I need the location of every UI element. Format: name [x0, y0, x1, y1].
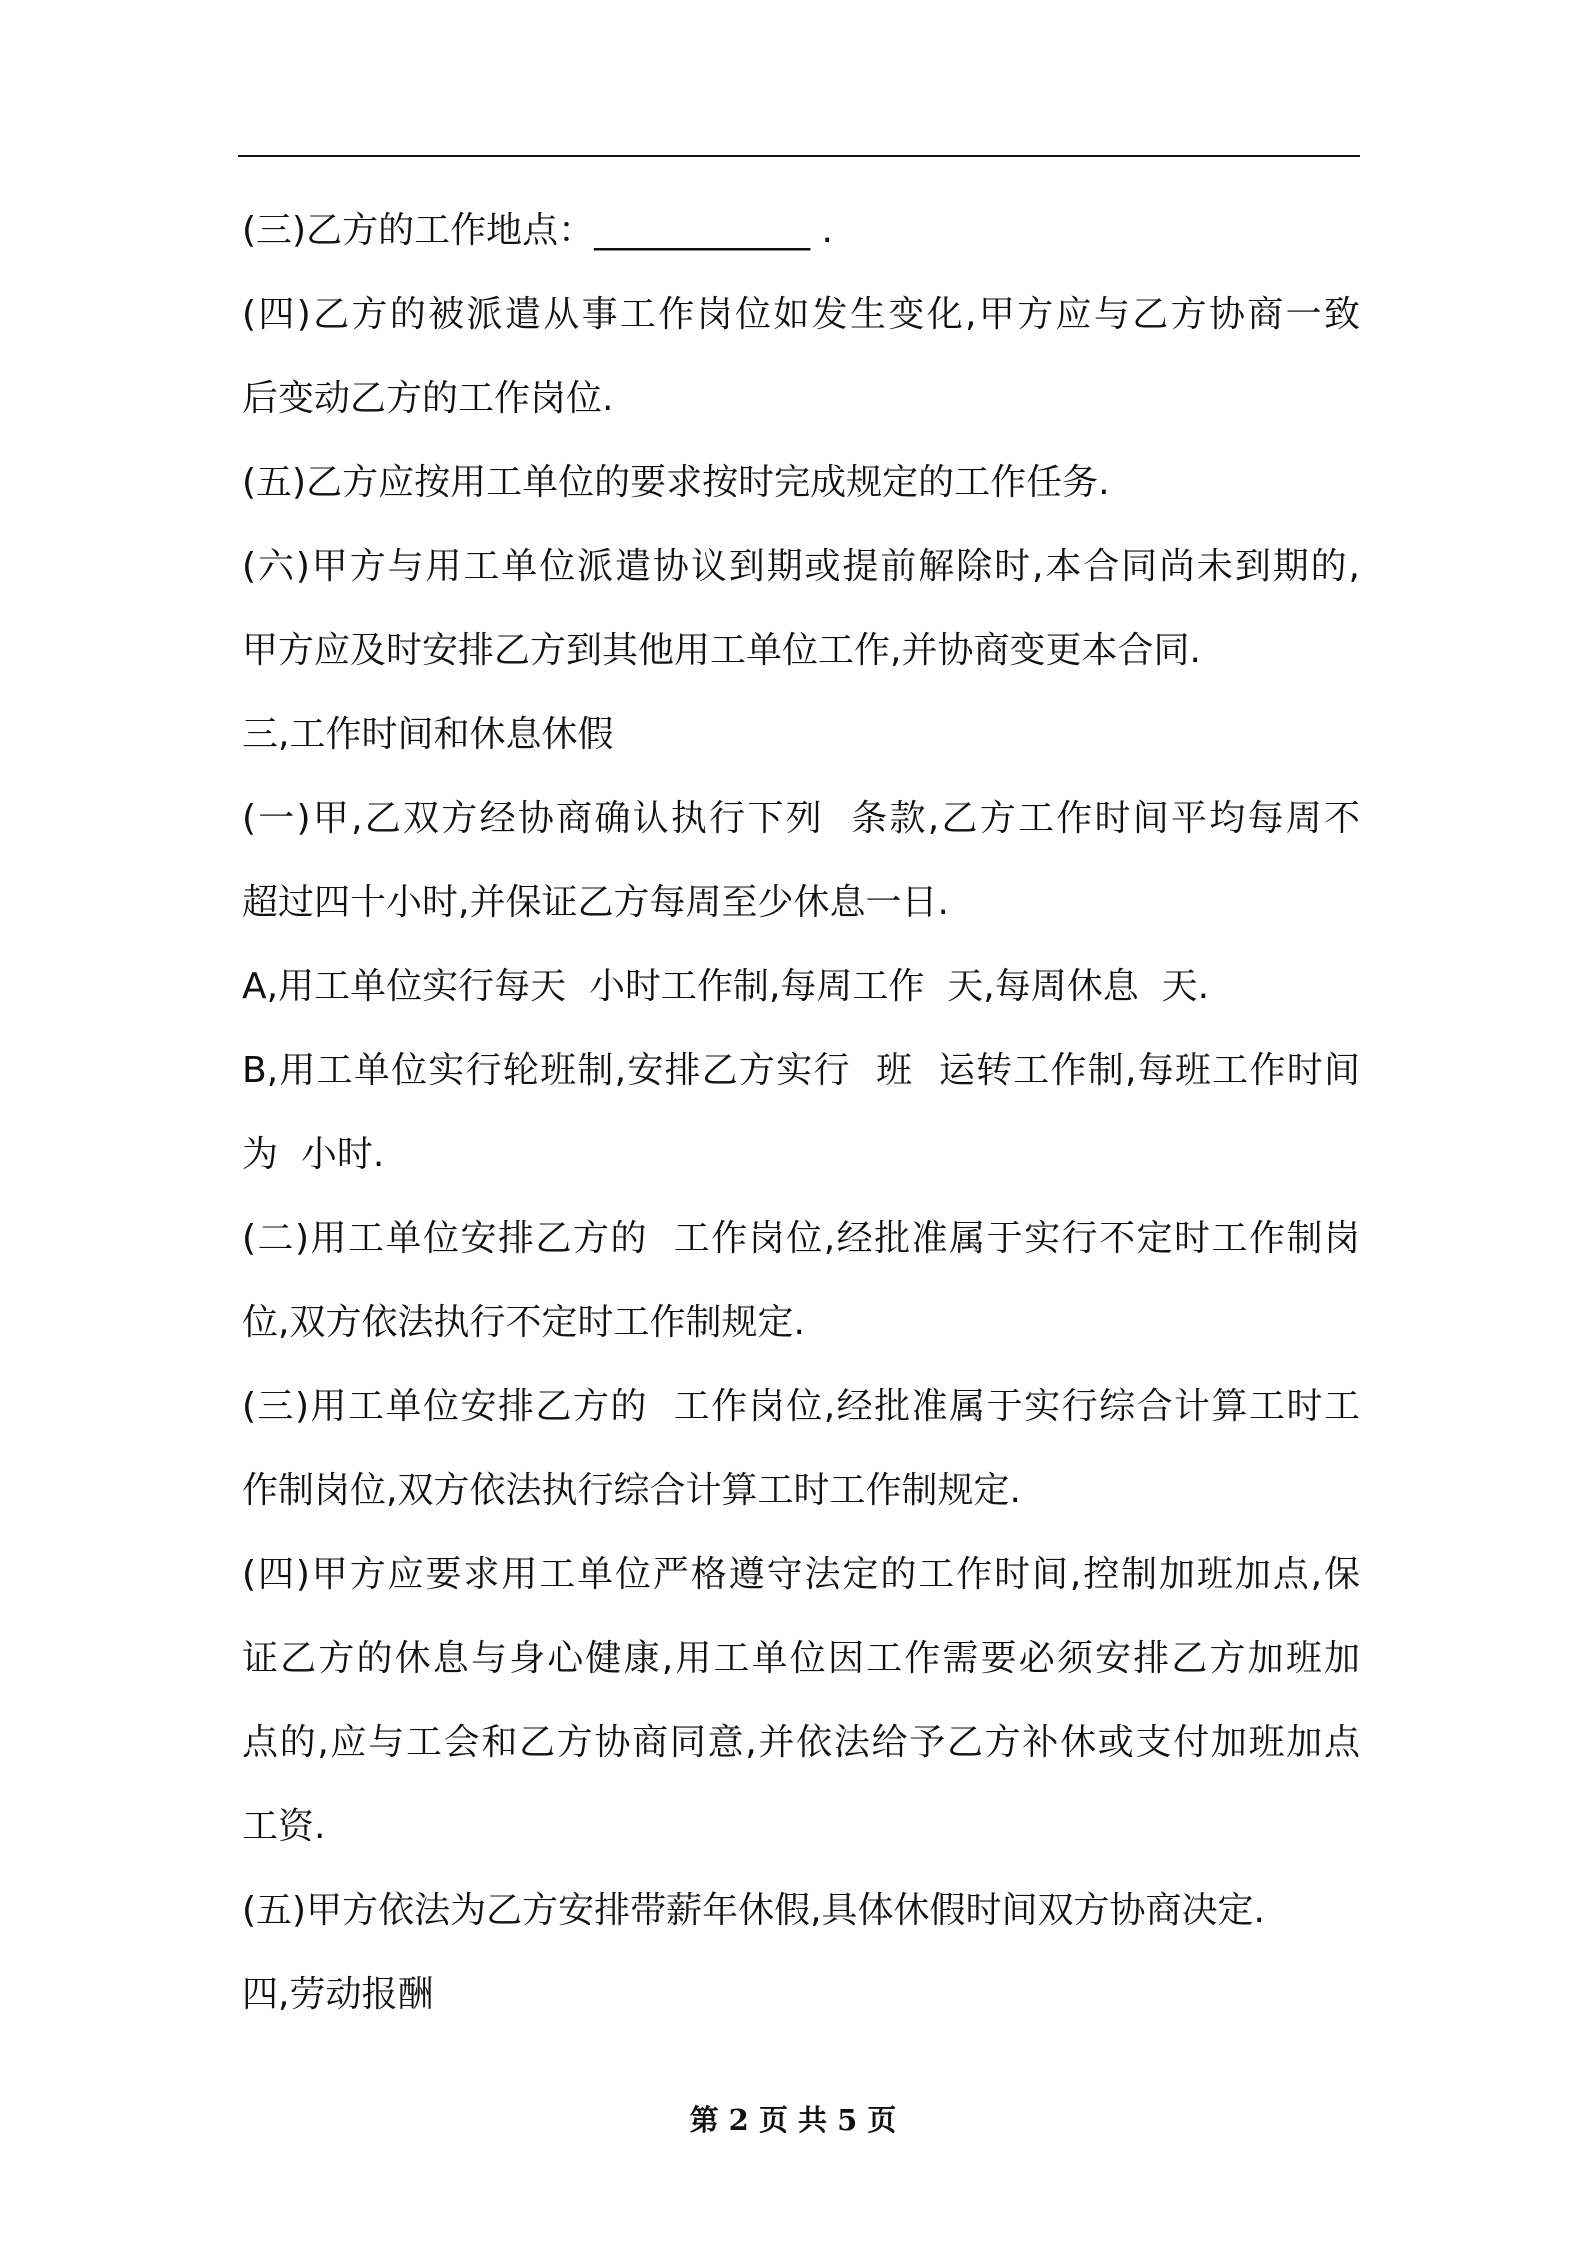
clause-position-change-cont: 后变动乙方的工作岗位. [242, 378, 614, 419]
clause-option-a: A,用工单位实行每天 小时工作制,每周工作 天,每周休息 天. [242, 966, 1210, 1007]
clause-annual-leave: (五)甲方依法为乙方安排带薪年休假,具体休假时间双方协商决定. [242, 1890, 1265, 1931]
clause-working-hours-1-cont: 超过四十小时,并保证乙方每周至少休息一日. [242, 882, 949, 923]
clause-working-hours-4: (四)甲方应要求用工单位严格遵守法定的工作时间,控制加班加点,保 [242, 1554, 1360, 1595]
header-rule [238, 155, 1360, 157]
clause-agreement-expiry: (六)甲方与用工单位派遣协议到期或提前解除时,本合同尚未到期的, [242, 546, 1360, 587]
clause-working-hours-1: (一)甲,乙双方经协商确认执行下列 条款,乙方工作时间平均每周不 [242, 798, 1360, 839]
clause-working-hours-2: (二)用工单位安排乙方的 工作岗位,经批准属于实行不定时工作制岗 [242, 1218, 1360, 1259]
section-heading-remuneration: 四,劳动报酬 [242, 1974, 434, 2015]
clause-work-tasks: (五)乙方应按用工单位的要求按时完成规定的工作任务. [242, 462, 1110, 503]
clause-working-hours-3: (三)用工单位安排乙方的 工作岗位,经批准属于实行综合计算工时工 [242, 1386, 1360, 1427]
section-heading-working-hours: 三,工作时间和休息休假 [242, 714, 614, 755]
clause-working-hours-3-cont: 作制岗位,双方依法执行综合计算工时工作制规定. [242, 1470, 1021, 1511]
document-body [242, 189, 1360, 2037]
clause-working-hours-4-cont-1: 证乙方的休息与身心健康,用工单位因工作需要必须安排乙方加班加 [242, 1638, 1360, 1679]
clause-agreement-expiry-cont: 甲方应及时安排乙方到其他用工单位工作,并协商变更本合同. [242, 630, 1201, 671]
clause-work-location: (三)乙方的工作地点：____________ . [242, 210, 833, 251]
clause-working-hours-2-cont: 位,双方依法执行不定时工作制规定. [242, 1302, 805, 1343]
clause-working-hours-4-cont-3: 工资. [242, 1806, 326, 1847]
clause-working-hours-4-cont-2: 点的,应与工会和乙方协商同意,并依法给予乙方补休或支付加班加点 [242, 1722, 1360, 1763]
clause-option-b-cont: 为 小时. [242, 1134, 385, 1175]
clause-option-b: B,用工单位实行轮班制,安排乙方实行 班 运转工作制,每班工作时间 [242, 1050, 1360, 1091]
clause-position-change: (四)乙方的被派遣从事工作岗位如发生变化,甲方应与乙方协商一致 [242, 294, 1360, 335]
page-number: 第 2 页 共 5 页 [689, 2103, 897, 2137]
